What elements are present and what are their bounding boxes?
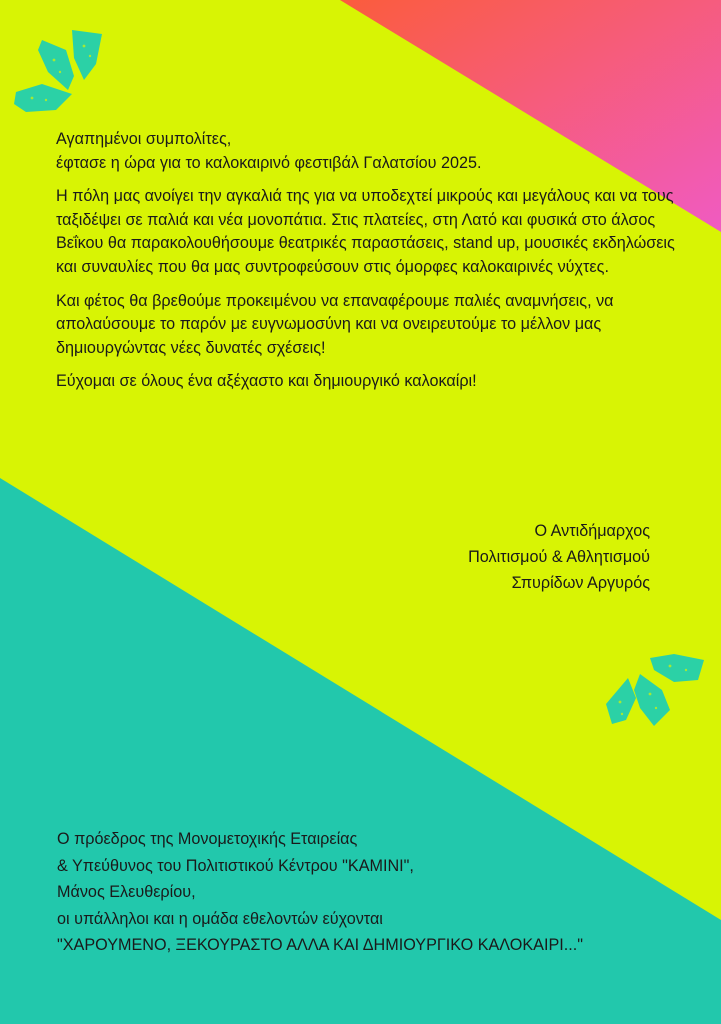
signature-department: Πολιτισμού & Αθλητισμού (468, 548, 650, 566)
letter-paragraph: Εύχομαι σε όλους ένα αξέχαστο και δημιουργικό καλοκαίρι! (56, 372, 477, 391)
signature-block (400, 518, 650, 596)
letter-greeting: Αγαπημένοι συμπολίτες, (56, 130, 232, 148)
footer-line: Μάνος Ελευθερίου, (57, 883, 196, 901)
footer-line: "ΧΑΡΟΥΜΕΝΟ, ΞΕΚΟΥΡΑΣΤΟ ΑΛΛΑ ΚΑΙ ΔΗΜΙΟΥΡΓΙΚΟ ΚΑΛΟΚΑΙΡΙ..." (57, 936, 583, 954)
letter-intro: έφτασε η ώρα για το καλοκαιρινό φεστιβάλ Γαλατσίου 2025. (56, 153, 482, 172)
letter-paragraph: Η πόλη μας ανοίγει την αγκαλιά της για να υποδεχτεί μικρούς και μεγάλους και να τους ταξιδέψει σε παλιά και νέα μονοπάτια. Στις πλατείες, στη Λατό και φυσικά στο άλσος Βεΐκου θα παρακολουθήσουμε θεατρικές παραστάσεις, stand up, μουσικές εκδηλώσεις και συναυλίες που θα μας συντροφεύσουν στις όμορφες καλοκαιρινές νύχτες. (56, 187, 675, 276)
leaf-cluster-icon (604, 652, 708, 728)
leaf-cluster-icon (12, 28, 104, 114)
letter-paragraph: Και φέτος θα βρεθούμε προκειμένου να επαναφέρουμε παλιές αναμνήσεις, να απολαύσουμε το παρόν με ευγνωμοσύνη και να ονειρευτούμε το μέλλον μας δημιουργώντας νέες δυνατές σχέσεις! (56, 291, 614, 357)
signature-title: Ο Αντιδήμαρχος (534, 522, 650, 540)
footer-line: Ο πρόεδρος της Μονομετοχικής Εταιρείας (57, 830, 358, 848)
footer-wishes (57, 826, 697, 959)
footer-line: & Υπεύθυνος του Πολιτιστικού Κέντρου "ΚΑΜΙΝΙ", (57, 856, 414, 875)
greeting-letter (56, 128, 678, 404)
signature-name: Σπυρίδων Αργυρός (511, 574, 650, 592)
footer-line: οι υπάλληλοι και η ομάδα εθελοντών εύχονται (57, 909, 383, 928)
